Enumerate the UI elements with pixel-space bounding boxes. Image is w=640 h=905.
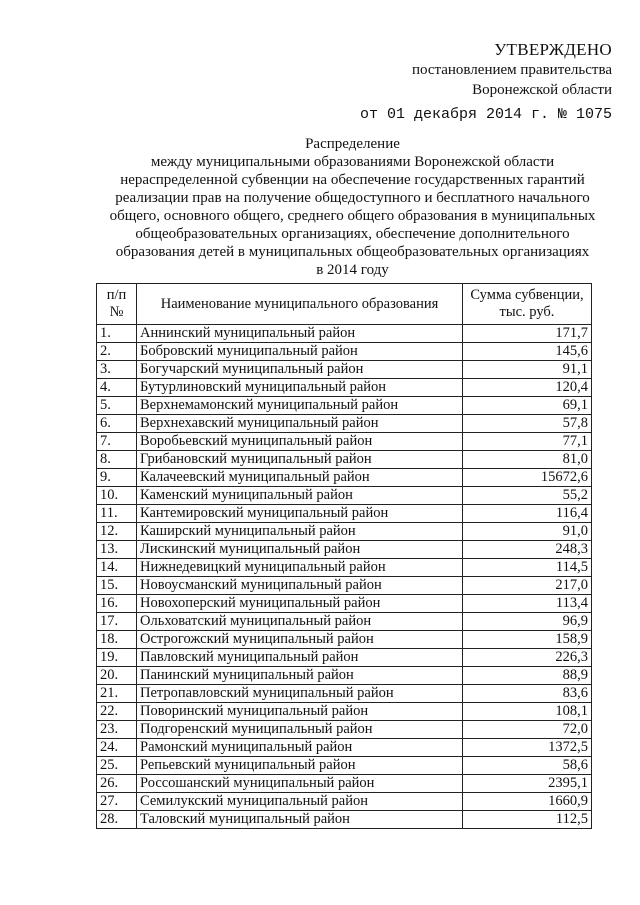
row-name: Каменский муниципальный район bbox=[137, 487, 463, 505]
approval-block bbox=[360, 40, 612, 125]
table-row bbox=[97, 613, 592, 631]
row-name: Кантемировский муниципальный район bbox=[137, 505, 463, 523]
row-value: 58,6 bbox=[463, 757, 592, 775]
table-row bbox=[97, 793, 592, 811]
row-number: 14. bbox=[97, 559, 137, 577]
header-sum bbox=[463, 284, 592, 325]
row-number: 5. bbox=[97, 397, 137, 415]
header-number-line-2: № bbox=[109, 304, 124, 320]
row-number: 24. bbox=[97, 739, 137, 757]
row-number: 22. bbox=[97, 703, 137, 721]
row-number: 7. bbox=[97, 433, 137, 451]
table-row bbox=[97, 505, 592, 523]
approval-line-2: Воронежской области bbox=[472, 82, 612, 98]
table-row bbox=[97, 487, 592, 505]
row-number: 9. bbox=[97, 469, 137, 487]
approval-title: УТВЕРЖДЕНО bbox=[494, 40, 612, 59]
heading-line: общеобразовательных организациях, обеспечение дополнительного bbox=[135, 226, 570, 242]
row-number: 19. bbox=[97, 649, 137, 667]
row-value: 72,0 bbox=[463, 721, 592, 739]
row-value: 113,4 bbox=[463, 595, 592, 613]
approval-date-number: от 01 декабря 2014 г. № 1075 bbox=[359, 106, 612, 123]
table-row bbox=[97, 451, 592, 469]
header-name: Наименование муниципального образования bbox=[137, 284, 463, 325]
row-value: 57,8 bbox=[463, 415, 592, 433]
row-value: 217,0 bbox=[463, 577, 592, 595]
row-name: Таловский муниципальный район bbox=[137, 811, 463, 829]
row-value: 120,4 bbox=[463, 379, 592, 397]
heading-line: реализации прав на получение общедоступного и бесплатного начального bbox=[115, 190, 590, 206]
row-number: 12. bbox=[97, 523, 137, 541]
table-row bbox=[97, 415, 592, 433]
row-value: 55,2 bbox=[463, 487, 592, 505]
row-name: Петропавловский муниципальный район bbox=[137, 685, 463, 703]
row-number: 17. bbox=[97, 613, 137, 631]
heading-line: в 2014 году bbox=[316, 262, 389, 278]
row-number: 1. bbox=[97, 325, 137, 343]
row-value: 158,9 bbox=[463, 631, 592, 649]
row-name: Острогожский муниципальный район bbox=[137, 631, 463, 649]
row-number: 21. bbox=[97, 685, 137, 703]
header-number-line-1: п/п bbox=[106, 287, 127, 303]
row-value: 112,5 bbox=[463, 811, 592, 829]
row-value: 114,5 bbox=[463, 559, 592, 577]
row-number: 16. bbox=[97, 595, 137, 613]
row-name: Поворинский муниципальный район bbox=[137, 703, 463, 721]
row-value: 69,1 bbox=[463, 397, 592, 415]
row-name: Новоусманский муниципальный район bbox=[137, 577, 463, 595]
row-number: 8. bbox=[97, 451, 137, 469]
row-value: 1372,5 bbox=[463, 739, 592, 757]
table-row bbox=[97, 325, 592, 343]
row-number: 6. bbox=[97, 415, 137, 433]
table-row bbox=[97, 811, 592, 829]
row-name: Бобровский муниципальный район bbox=[137, 343, 463, 361]
row-number: 10. bbox=[97, 487, 137, 505]
heading-line: нераспределенной субвенции на обеспечение государственных гарантий bbox=[120, 172, 585, 188]
row-name: Бутурлиновский муниципальный район bbox=[137, 379, 463, 397]
row-name: Калачеевский муниципальный район bbox=[137, 469, 463, 487]
approval-line-1: постановлением правительства bbox=[411, 62, 612, 78]
table-row bbox=[97, 577, 592, 595]
table-header-row bbox=[97, 284, 592, 325]
row-value: 91,0 bbox=[463, 523, 592, 541]
header-sum-line-2: тыс. руб. bbox=[499, 304, 555, 320]
row-name: Панинский муниципальный район bbox=[137, 667, 463, 685]
row-number: 11. bbox=[97, 505, 137, 523]
table-row bbox=[97, 379, 592, 397]
row-number: 18. bbox=[97, 631, 137, 649]
row-value: 77,1 bbox=[463, 433, 592, 451]
table-row bbox=[97, 721, 592, 739]
table-row bbox=[97, 649, 592, 667]
row-value: 81,0 bbox=[463, 451, 592, 469]
table-row bbox=[97, 685, 592, 703]
header-sum-line-1: Сумма субвенции, bbox=[470, 287, 584, 303]
header-number bbox=[97, 284, 137, 325]
table-row bbox=[97, 343, 592, 361]
table-row bbox=[97, 757, 592, 775]
table-row bbox=[97, 739, 592, 757]
subvention-table bbox=[96, 283, 592, 829]
row-name: Подгоренский муниципальный район bbox=[137, 721, 463, 739]
row-name: Каширский муниципальный район bbox=[137, 523, 463, 541]
table-row bbox=[97, 397, 592, 415]
row-value: 226,3 bbox=[463, 649, 592, 667]
table-row bbox=[97, 703, 592, 721]
row-number: 3. bbox=[97, 361, 137, 379]
row-value: 116,4 bbox=[463, 505, 592, 523]
row-value: 83,6 bbox=[463, 685, 592, 703]
row-number: 26. bbox=[97, 775, 137, 793]
row-name: Верхнехавский муниципальный район bbox=[137, 415, 463, 433]
table-row bbox=[97, 595, 592, 613]
table-row bbox=[97, 667, 592, 685]
row-name: Ольховатский муниципальный район bbox=[137, 613, 463, 631]
heading-line: между муниципальными образованиями Воронежской области bbox=[150, 154, 555, 170]
row-value: 248,3 bbox=[463, 541, 592, 559]
row-name: Павловский муниципальный район bbox=[137, 649, 463, 667]
table-row bbox=[97, 559, 592, 577]
row-number: 2. bbox=[97, 343, 137, 361]
row-name: Грибановский муниципальный район bbox=[137, 451, 463, 469]
row-value: 171,7 bbox=[463, 325, 592, 343]
row-number: 15. bbox=[97, 577, 137, 595]
row-value: 91,1 bbox=[463, 361, 592, 379]
table-row bbox=[97, 523, 592, 541]
row-name: Богучарский муниципальный район bbox=[137, 361, 463, 379]
heading-line: Распределение bbox=[305, 136, 400, 152]
row-number: 27. bbox=[97, 793, 137, 811]
row-value: 145,6 bbox=[463, 343, 592, 361]
table-row bbox=[97, 433, 592, 451]
row-value: 88,9 bbox=[463, 667, 592, 685]
table-body bbox=[97, 325, 592, 829]
row-number: 25. bbox=[97, 757, 137, 775]
row-name: Репьевский муниципальный район bbox=[137, 757, 463, 775]
row-name: Россошанский муниципальный район bbox=[137, 775, 463, 793]
heading-line: образования детей в муниципальных общеобразовательных организациях bbox=[115, 244, 590, 260]
row-name: Воробьевский муниципальный район bbox=[137, 433, 463, 451]
row-name: Нижнедевицкий муниципальный район bbox=[137, 559, 463, 577]
row-value: 2395,1 bbox=[463, 775, 592, 793]
heading-line: общего, основного общего, среднего общего образования в муниципальных bbox=[109, 208, 596, 224]
table-row bbox=[97, 469, 592, 487]
document-heading bbox=[100, 135, 605, 279]
row-value: 96,9 bbox=[463, 613, 592, 631]
table-row bbox=[97, 541, 592, 559]
row-name: Верхнемамонский муниципальный район bbox=[137, 397, 463, 415]
table-row bbox=[97, 775, 592, 793]
row-number: 28. bbox=[97, 811, 137, 829]
row-name: Рамонский муниципальный район bbox=[137, 739, 463, 757]
table-row bbox=[97, 361, 592, 379]
row-name: Новохоперский муниципальный район bbox=[137, 595, 463, 613]
row-number: 13. bbox=[97, 541, 137, 559]
row-name: Семилукский муниципальный район bbox=[137, 793, 463, 811]
row-value: 1660,9 bbox=[463, 793, 592, 811]
row-name: Аннинский муниципальный район bbox=[137, 325, 463, 343]
table-row bbox=[97, 631, 592, 649]
row-value: 15672,6 bbox=[463, 469, 592, 487]
row-name: Лискинский муниципальный район bbox=[137, 541, 463, 559]
row-number: 23. bbox=[97, 721, 137, 739]
row-number: 20. bbox=[97, 667, 137, 685]
row-value: 108,1 bbox=[463, 703, 592, 721]
row-number: 4. bbox=[97, 379, 137, 397]
